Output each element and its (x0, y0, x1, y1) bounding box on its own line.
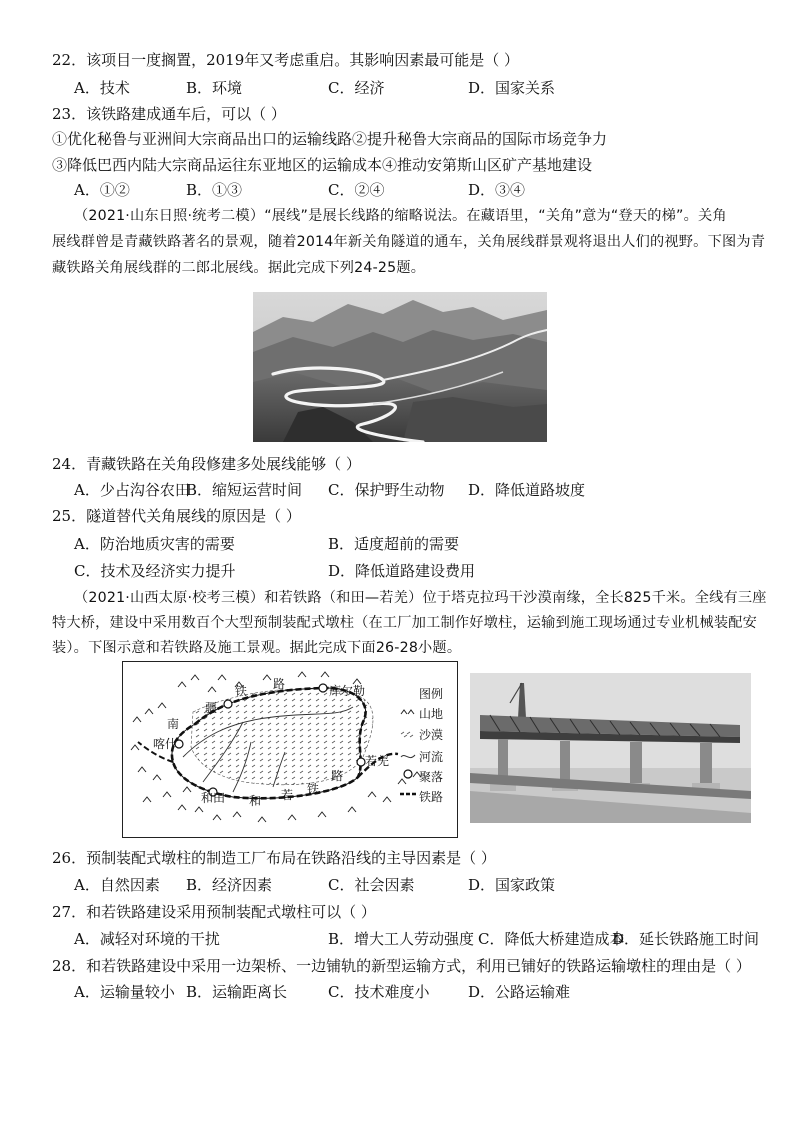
map-label-lu: 路 (273, 677, 286, 691)
q24-stem: 24．青藏铁路在关角段修建多处展线能够（ ） (52, 455, 361, 473)
map-label-hetian: 和田 (201, 791, 226, 805)
legend-title: 图例 (419, 687, 444, 701)
passage2-line-2: 特大桥，建设中采用数百个大型预制装配式墩柱（在工厂加工制作好墩柱，运输到施工现场通过专业机械装配安 (52, 615, 757, 631)
passage1-line-3: 藏铁路关角展线群的二郎北展线。据此完成下列24-25题。 (52, 260, 426, 276)
q23-option-d: D．③④ (468, 181, 526, 199)
legend-mountain: 山地 (419, 707, 444, 721)
q26-option-a: A．自然因素 (74, 876, 160, 894)
q28-option-d: D．公路运输难 (468, 983, 571, 1001)
q27-option-a: A．减轻对环境的干扰 (74, 930, 220, 948)
map-label-ruoqiang: 若羌 (365, 754, 390, 768)
q25-option-b: B．适度超前的需要 (328, 535, 460, 553)
q23-statement-line-1: ①优化秘鲁与亚洲间大宗商品出口的运输线路②提升秘鲁大宗商品的国际市场竞争力 (52, 130, 608, 148)
map-label-kashi: 喀什 (153, 737, 178, 751)
q22-option-c: C．经济 (328, 79, 385, 97)
q25-option-c: C．技术及经济实力提升 (74, 562, 236, 580)
guanjiao-spiral-line-photo (253, 292, 547, 442)
q26-option-c: C．社会因素 (328, 876, 415, 894)
q23-statement-line-2: ③降低巴西内陆大宗商品运往东亚地区的运输成本④推动安第斯山区矿产基地建设 (52, 156, 593, 174)
q23-option-a: A．①② (74, 181, 130, 199)
map-label-jiang: 疆 (205, 701, 218, 715)
q27-option-c: C．降低大桥建造成本 (478, 930, 625, 948)
q22-option-a: A．技术 (74, 79, 130, 97)
q27-option-d: D．延长铁路施工时间 (612, 930, 760, 948)
q24-option-b: B．缩短运营时间 (186, 481, 303, 499)
map-label-lu2: 路 (331, 769, 344, 783)
q22-option-b: B．环境 (186, 79, 243, 97)
map-label-kuerle: 库尔勒 (329, 684, 366, 698)
passage2-line-1: （2021·山西太原·校考三模）和若铁路（和田—若羌）位于塔克拉玛干沙漠南缘，全长825千米。全线有三座 (74, 590, 767, 606)
legend-settlement: 聚落 (419, 770, 444, 784)
q22-option-d: D．国家关系 (468, 79, 556, 97)
q24-option-c: C．保护野生动物 (328, 481, 445, 499)
q25-stem: 25．隧道替代关角展线的原因是（ ） (52, 507, 301, 525)
legend-river: 河流 (419, 750, 444, 764)
q23-option-b: B．①③ (186, 181, 243, 199)
q28-option-b: B．运输距离长 (186, 983, 288, 1001)
legend-desert: 沙漠 (419, 728, 444, 742)
map-label-ruo: 若 (281, 788, 294, 802)
hetian-ruoqiang-railway-map (122, 661, 458, 838)
q26-option-d: D．国家政策 (468, 876, 556, 894)
map-label-nan: 南 (167, 717, 180, 731)
legend-railway: 铁路 (419, 790, 444, 804)
passage1-line-2: 展线群曾是青藏铁路著名的景观，随着2014年新关角隧道的通车，关角展线群景观将退出人们的视野。下图为青 (52, 234, 766, 250)
q28-stem: 28．和若铁路建设中采用一边架桥、一边铺轨的新型运输方式，利用已铺好的铁路运输墩柱的理由是（ ） (52, 957, 751, 975)
q26-stem: 26．预制装配式墩柱的制造工厂布局在铁路沿线的主导因素是（ ） (52, 849, 496, 867)
q23-stem: 23．该铁路建成通车后，可以（ ） (52, 105, 286, 123)
passage1-line-1: （2021·山东日照·统考二模）“展线”是展长线路的缩略说法。在藏语里，“关角”意为“登天的梯”。关角 (74, 208, 727, 224)
q28-option-c: C．技术难度小 (328, 983, 430, 1001)
map-label-tie: 铁 (235, 684, 248, 698)
q28-option-a: A．运输量较小 (74, 983, 175, 1001)
q22-stem: 22．该项目一度搁置，2019年又考虑重启。其影响因素最可能是（ ） (52, 51, 520, 69)
map-label-he: 和 (249, 794, 262, 808)
passage2-line-3: 装）。下图示意和若铁路及施工景观。据此完成下面26-28小题。 (52, 640, 462, 656)
q25-option-a: A．防治地质灾害的需要 (74, 535, 235, 553)
bridge-construction-photo (470, 673, 751, 823)
q27-option-b: B．增大工人劳动强度 (328, 930, 475, 948)
q24-option-d: D．降低道路坡度 (468, 481, 586, 499)
map-label-tie2: 铁 (307, 782, 320, 796)
q26-option-b: B．经济因素 (186, 876, 273, 894)
q24-option-a: A．少占沟谷农田 (74, 481, 190, 499)
q25-option-d: D．降低道路建设费用 (328, 562, 476, 580)
q23-option-c: C．②④ (328, 181, 385, 199)
q27-stem: 27．和若铁路建设采用预制装配式墩柱可以（ ） (52, 903, 376, 921)
